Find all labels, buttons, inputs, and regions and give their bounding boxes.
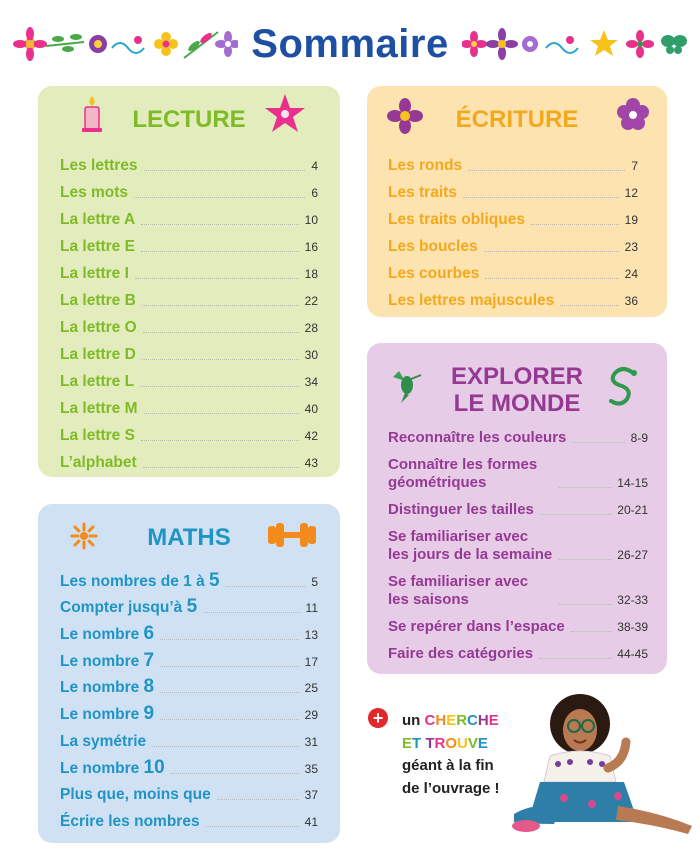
header-decoration-right: [462, 24, 696, 64]
explorer-item-text: Se repérer dans l’espace: [388, 618, 565, 635]
lecture-item[interactable]: [60, 229, 318, 256]
explorer-item-page: 26-27: [617, 548, 648, 562]
maths-item-label: [60, 813, 200, 831]
dot-leader: [531, 224, 619, 225]
maths-item-text: Plus que, moins que: [60, 786, 211, 804]
explorer-item[interactable]: [388, 573, 648, 609]
lecture-item-page: 22: [304, 294, 318, 308]
dot-leader: [144, 170, 306, 171]
promo-line4: de l’ouvrage !: [402, 779, 500, 797]
yellow-flower-icon: [590, 30, 618, 56]
promo-word-cherche: CHERCHE: [424, 712, 499, 729]
maths-heading: MATHS: [147, 524, 231, 551]
explorer-item[interactable]: [388, 645, 648, 663]
lecture-item[interactable]: [60, 337, 318, 364]
dumbbell-icon: [266, 520, 318, 550]
explorer-item-label: [388, 429, 566, 447]
ecriture-item-page: 24: [624, 267, 638, 281]
maths-item[interactable]: [60, 724, 318, 751]
ecriture-item-label: [388, 157, 462, 175]
maths-item-text: Le nombre: [60, 679, 144, 697]
pink-flower-icon: [462, 31, 487, 57]
explorer-item-text: Connaître les formes géométriques: [388, 456, 538, 491]
lecture-section: [38, 86, 340, 477]
dot-leader: [141, 224, 298, 225]
maths-item-label: [60, 733, 146, 751]
ecriture-item-text: Les boucles: [388, 238, 478, 255]
lecture-item-text: Les lettres: [60, 157, 138, 174]
lecture-item[interactable]: [60, 418, 318, 445]
maths-item-page: 13: [304, 628, 318, 643]
ecriture-item[interactable]: [388, 283, 638, 310]
lecture-item-label: [60, 319, 137, 337]
lecture-item[interactable]: [60, 283, 318, 310]
maths-item-text: Le nombre: [60, 706, 144, 724]
explorer-item-label: [388, 456, 553, 492]
lecture-item-label: [60, 373, 134, 391]
ecriture-item[interactable]: [388, 148, 638, 175]
lecture-item-text: La lettre E: [60, 238, 135, 255]
explorer-item-page: 20-21: [617, 503, 648, 517]
lecture-item-page: 16: [304, 240, 318, 254]
maths-item-page: 41: [304, 814, 318, 829]
maths-item-page: 29: [304, 708, 318, 723]
promo-prefix: un: [402, 712, 425, 729]
ecriture-heading: ÉCRITURE: [455, 106, 579, 133]
ecriture-item-text: Les lettres majuscules: [388, 292, 555, 309]
lecture-item-page: 18: [304, 267, 318, 281]
lecture-item[interactable]: [60, 256, 318, 283]
dot-leader: [226, 586, 306, 587]
maths-item-text: Le nombre: [60, 652, 144, 670]
lecture-item[interactable]: [60, 202, 318, 229]
dot-leader: [203, 612, 299, 613]
lilac-flower-icon: [522, 36, 538, 52]
snake-icon: [607, 365, 641, 409]
ecriture-item-text: Les courbes: [388, 265, 480, 282]
explorer-item[interactable]: [388, 528, 648, 564]
dot-leader: [171, 773, 299, 774]
lecture-item-text: La lettre A: [60, 211, 136, 228]
maths-item-number: 5: [209, 569, 220, 591]
maths-item-page: 11: [305, 601, 318, 616]
lecture-item-page: 28: [304, 321, 318, 335]
maths-item[interactable]: [60, 617, 318, 644]
dot-leader: [143, 332, 299, 333]
dot-leader: [160, 719, 299, 720]
maths-item[interactable]: [60, 644, 318, 671]
ecriture-item-label: [388, 265, 479, 283]
ecriture-item-page: 19: [624, 213, 638, 227]
maths-item-text: Le nombre: [60, 759, 144, 777]
explorer-item[interactable]: [388, 456, 648, 492]
dot-leader: [140, 386, 299, 387]
dot-leader: [572, 442, 624, 443]
butterfly-icon: [661, 35, 687, 54]
maths-item-label: [60, 756, 165, 778]
dot-leader: [559, 559, 611, 560]
dot-leader: [206, 826, 299, 827]
lecture-item-label: [60, 400, 138, 418]
hummingbird-icon: [389, 367, 423, 405]
lecture-item-label: [60, 157, 138, 175]
maths-list: [60, 564, 318, 831]
explorer-item[interactable]: [388, 501, 648, 519]
lecture-item-text: La lettre O: [60, 319, 137, 336]
lecture-item-label: [60, 238, 135, 256]
promo-text: [402, 710, 500, 800]
dot-leader: [143, 467, 299, 468]
explorer-item-page: 38-39: [617, 620, 648, 634]
ecriture-item[interactable]: [388, 175, 638, 202]
ecriture-list: [388, 148, 638, 310]
explorer-item-label: [388, 528, 553, 564]
maths-item-page: 31: [304, 734, 318, 749]
maths-item-text: La symétrie: [60, 732, 147, 750]
lecture-item-page: 4: [311, 159, 318, 173]
lecture-item-text: La lettre D: [60, 346, 136, 363]
explorer-heading: EXPLORER LE MONDE: [450, 363, 584, 417]
explorer-item-page: 32-33: [617, 593, 648, 607]
lecture-item-label: [60, 427, 135, 445]
ecriture-item-page: 7: [631, 159, 638, 173]
maths-item[interactable]: [60, 564, 318, 591]
explorer-item-label: [388, 645, 533, 663]
plus-badge: +: [368, 708, 388, 728]
dot-leader: [144, 413, 299, 414]
maths-item-number: 5: [186, 596, 198, 618]
ecriture-item-text: Les traits obliques: [388, 211, 525, 228]
dot-leader: [160, 639, 299, 640]
dot-leader: [142, 359, 299, 360]
ecriture-item-label: [388, 211, 525, 229]
maths-item[interactable]: [60, 671, 318, 698]
explorer-item-page: 8-9: [630, 431, 648, 445]
dot-leader: [484, 251, 619, 252]
explorer-item-page: 14-15: [617, 476, 648, 490]
ecriture-item-page: 23: [624, 240, 638, 254]
explorer-item-text: Faire des catégories: [388, 645, 534, 662]
lecture-item-page: 10: [304, 213, 318, 227]
page-title: Sommaire: [0, 22, 700, 67]
purple-flower-icon: [617, 98, 649, 130]
purple-flower-icon: [486, 28, 518, 60]
dot-leader: [141, 251, 299, 252]
maths-item-page: 25: [304, 681, 318, 696]
lecture-item-page: 42: [304, 429, 318, 443]
maths-item-text: Écrire les nombres: [60, 812, 200, 830]
dot-leader: [540, 514, 611, 515]
ecriture-item-text: Les ronds: [388, 157, 463, 174]
lecture-item[interactable]: [60, 310, 318, 337]
lecture-item-label: [60, 211, 135, 229]
maths-item-label: [60, 705, 154, 724]
maths-item-number: 9: [143, 703, 155, 725]
dot-leader: [142, 305, 299, 306]
dot-leader: [539, 658, 611, 659]
maths-item[interactable]: [60, 751, 318, 778]
dot-leader: [160, 692, 299, 693]
lecture-item[interactable]: [60, 148, 318, 175]
dot-leader: [560, 305, 618, 306]
maths-item-label: [60, 625, 154, 644]
dot-leader: [468, 170, 625, 171]
maths-item[interactable]: [60, 591, 318, 618]
lecture-item-text: La lettre B: [60, 292, 136, 309]
maths-item-text: Les nombres de 1 à: [60, 572, 210, 590]
maths-item-page: 35: [304, 761, 318, 776]
dot-leader: [485, 278, 618, 279]
ecriture-item-page: 36: [624, 294, 638, 308]
maths-item-page: 17: [304, 654, 318, 669]
lecture-item-label: [60, 265, 129, 283]
maths-item-text: Compter jusqu’à: [60, 599, 187, 617]
maths-section: [38, 504, 340, 843]
maths-item-label: [60, 569, 220, 591]
ecriture-item[interactable]: [388, 229, 638, 256]
explorer-item-text: Reconnaître les couleurs: [388, 429, 567, 446]
maths-item-page: 37: [304, 788, 318, 803]
maths-item-label: [60, 598, 197, 617]
dot-leader: [135, 278, 299, 279]
ecriture-item[interactable]: [388, 202, 638, 229]
lecture-item-label: [60, 184, 128, 202]
explorer-item-label: [388, 573, 553, 609]
lecture-item[interactable]: [60, 175, 318, 202]
dot-leader: [134, 197, 305, 198]
lecture-item-text: L’alphabet: [60, 454, 137, 471]
lecture-item-text: La lettre L: [60, 373, 135, 390]
explorer-item-page: 44-45: [617, 647, 648, 661]
explorer-list: [388, 429, 648, 663]
maths-item-label: [60, 678, 154, 697]
dot-leader: [559, 604, 611, 605]
lecture-item-label: [60, 346, 136, 364]
maths-item-number: 8: [143, 676, 155, 698]
dot-leader: [559, 487, 611, 488]
maths-item-number: 10: [143, 756, 165, 778]
maths-item-label: [60, 649, 155, 671]
explorer-item-text: Se familiariser avec les saisons: [388, 573, 529, 608]
lecture-item-page: 34: [304, 375, 318, 389]
promo-word-et-trouve: ET TROUVE: [402, 734, 488, 752]
lecture-item[interactable]: [60, 391, 318, 418]
lecture-heading: LECTURE: [132, 106, 246, 133]
ecriture-item-label: [388, 184, 457, 202]
lecture-item[interactable]: [60, 364, 318, 391]
explorer-item-label: [388, 618, 565, 636]
lecture-item-text: Les mots: [60, 184, 129, 201]
lecture-item-page: 40: [304, 402, 318, 416]
star-flower-icon: [263, 92, 307, 136]
ecriture-item-label: [388, 292, 554, 310]
maths-item[interactable]: [60, 778, 318, 805]
ecriture-section: [367, 86, 667, 317]
explorer-item[interactable]: [388, 618, 648, 636]
explorer-item-text: Se familiariser avec les jours de la semaine: [388, 528, 553, 563]
dot-leader: [463, 197, 619, 198]
ecriture-item-text: Les traits: [388, 184, 457, 201]
explorer-item-label: [388, 501, 534, 519]
maths-item-number: 6: [143, 623, 155, 645]
ecriture-item[interactable]: [388, 256, 638, 283]
explorer-item-text: Distinguer les tailles: [388, 501, 534, 518]
lecture-item-page: 6: [311, 186, 318, 200]
explorer-item[interactable]: [388, 429, 648, 447]
maths-item[interactable]: [60, 697, 318, 724]
lecture-item-label: [60, 292, 136, 310]
vine-icon: [546, 36, 578, 53]
lecture-item-text: La lettre S: [60, 427, 135, 444]
maths-item[interactable]: [60, 804, 318, 831]
lecture-list: [60, 148, 318, 472]
lecture-item-label: [60, 454, 137, 472]
ecriture-item-page: 12: [624, 186, 638, 200]
dot-leader: [571, 631, 612, 632]
maths-item-label: [60, 786, 211, 804]
dot-leader: [141, 440, 299, 441]
maths-item-number: 7: [143, 649, 155, 671]
character-illustration: [500, 686, 698, 836]
maths-item-text: Le nombre: [60, 626, 144, 644]
ecriture-item-label: [388, 238, 478, 256]
dot-leader: [152, 746, 298, 747]
lecture-item-page: 43: [304, 456, 318, 470]
maths-item-page: 5: [311, 574, 318, 589]
explorer-section: [367, 343, 667, 674]
lecture-item-text: La lettre M: [60, 400, 138, 417]
lecture-item-text: La lettre I: [60, 265, 129, 282]
dot-leader: [217, 799, 299, 800]
dot-leader: [160, 666, 299, 667]
promo-line3: géant à la fin: [402, 757, 494, 774]
lecture-item[interactable]: [60, 445, 318, 472]
magenta-flower-icon: [626, 30, 654, 58]
lecture-item-page: 30: [304, 348, 318, 362]
